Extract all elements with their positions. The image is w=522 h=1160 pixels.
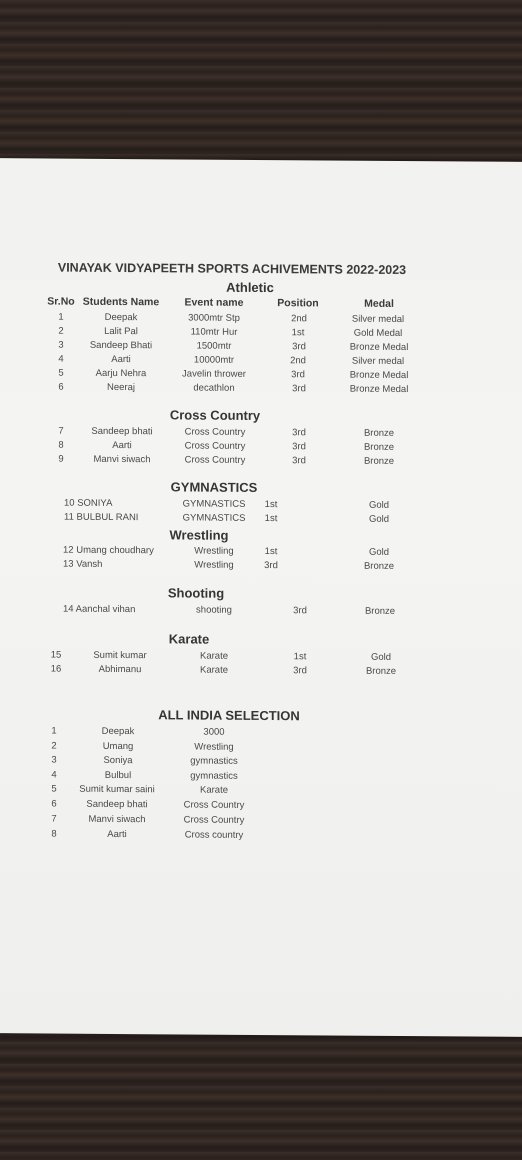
document-title: VINAYAK VIDYAPEETH SPORTS ACHIVEMENTS 2022-2023 [57, 260, 407, 278]
cell-event: Wrestling [194, 741, 234, 753]
cell-sr: 2 [58, 325, 64, 337]
cell-medal: Bronze [363, 560, 395, 572]
cell-event: Karate [200, 650, 228, 662]
cell-medal: Gold Medal [353, 327, 403, 339]
cell-name: Neeraj [107, 381, 135, 394]
cell-sr: 9 [58, 453, 64, 465]
cell-medal: Bronze [365, 665, 397, 677]
cell-event: Cross Country [184, 440, 246, 452]
cell-name: Sumit kumar saini [79, 783, 155, 796]
cell-event: Cross Country [184, 426, 246, 438]
cell-position: 1st [264, 499, 278, 511]
cell-name: Sandeep bhati [86, 798, 148, 811]
cell-medal: Silver medal [351, 313, 405, 325]
cell-medal: Gold [368, 513, 390, 525]
column-header-student-name: Students Name [82, 295, 160, 309]
cell-sr: 7 [51, 813, 57, 825]
cell-event: Cross country [184, 829, 244, 841]
cell-name: Aarti [107, 828, 127, 841]
cell-name: Aarti [112, 439, 132, 452]
cell-sr: 15 [50, 649, 62, 661]
cell-position: 3rd [292, 441, 306, 453]
cell-sr: 5 [51, 783, 57, 795]
cell-sr-name: 11 BULBUL RANI [64, 511, 139, 524]
cell-sr: 1 [51, 725, 57, 737]
cell-sr-name: 12 Umang choudhary [63, 544, 154, 557]
cell-event: 110mtr Hur [190, 326, 238, 338]
cell-name: Soniya [103, 754, 133, 767]
cell-event: decathlon [193, 382, 235, 394]
section-heading-athletic: Athletic [226, 279, 274, 296]
cell-sr: 16 [50, 663, 62, 675]
cell-event: 1500mtr [196, 340, 232, 352]
cell-sr: 4 [51, 769, 57, 781]
cell-position: 3rd [264, 560, 278, 572]
cell-position: 3rd [292, 341, 306, 353]
cell-event: shooting [196, 604, 232, 616]
cell-sr: 6 [51, 798, 57, 810]
cell-medal: Gold [368, 546, 390, 558]
cell-medal: Bronze [363, 441, 395, 453]
cell-event: Cross Country [183, 799, 245, 811]
section-heading-all-india-selection: ALL INDIA SELECTION [158, 707, 300, 724]
document-page [0, 158, 522, 1037]
cell-position: 2nd [291, 313, 307, 325]
cell-event: 3000 [203, 726, 225, 738]
cell-sr-name: 10 SONIYA [64, 497, 113, 509]
cell-position: 1st [264, 513, 278, 525]
cell-position: 2nd [290, 355, 306, 367]
cell-name: Lalit Pal [104, 325, 138, 338]
cell-position: 1st [264, 546, 278, 558]
cell-position: 3rd [292, 427, 306, 439]
cell-sr: 4 [58, 353, 64, 365]
cell-event: Cross Country [184, 454, 246, 466]
cell-sr-name: 13 Vansh [63, 558, 103, 570]
cell-name: Manvi siwach [88, 813, 146, 826]
cell-event: Wrestling [194, 545, 234, 557]
cell-sr: 5 [58, 367, 64, 379]
section-heading-wrestling: Wrestling [169, 527, 229, 543]
table-surface-bottom [0, 1020, 522, 1160]
cell-name: Abhimanu [98, 663, 142, 676]
cell-medal: Bronze Medal [349, 383, 409, 396]
cell-event: GYMNASTICS [182, 512, 246, 524]
cell-sr: 8 [58, 439, 64, 451]
cell-event: GYMNASTICS [182, 498, 246, 510]
table-surface-top [0, 0, 522, 175]
cell-event: gymnastics [190, 770, 238, 782]
cell-name: Sumit kumar [93, 649, 147, 662]
cell-name: Umang [102, 740, 134, 753]
cell-position: 1st [291, 327, 305, 339]
cell-name: Sandeep Bhati [89, 339, 153, 352]
section-heading-karate: Karate [168, 631, 210, 647]
cell-event: gymnastics [190, 755, 238, 767]
cell-position: 1st [293, 651, 307, 663]
cell-name: Deepak [104, 311, 138, 324]
cell-medal: Silver medal [351, 355, 405, 367]
cell-event: Cross Country [183, 814, 245, 826]
section-heading-gymnastics: GYMNASTICS [170, 479, 258, 495]
cell-sr: 1 [58, 311, 64, 323]
cell-name: Deepak [101, 725, 135, 738]
cell-sr: 2 [51, 740, 57, 752]
cell-name: Sandeep bhati [91, 425, 153, 438]
cell-event: Wrestling [194, 559, 234, 571]
column-header-medal: Medal [364, 297, 394, 310]
column-header-position: Position [277, 297, 319, 310]
cell-event: Karate [200, 664, 228, 676]
cell-medal: Bronze [363, 427, 395, 439]
cell-medal: Bronze Medal [349, 369, 409, 382]
cell-sr: 3 [51, 754, 57, 766]
cell-name: Manvi siwach [93, 453, 151, 466]
cell-name: Bulbul [104, 769, 132, 782]
cell-medal: Gold [370, 651, 392, 663]
column-header-srno: Sr.No [47, 295, 75, 308]
cell-name: Aarju Nehra [95, 367, 147, 380]
cell-event: Karate [200, 784, 228, 796]
cell-position: 3rd [292, 383, 306, 395]
cell-medal: Bronze [364, 605, 396, 617]
cell-name: Aarti [111, 353, 131, 366]
cell-position: 3rd [293, 605, 307, 617]
cell-sr: 8 [51, 828, 57, 840]
cell-position: 3rd [292, 455, 306, 467]
column-header-event-name: Event name [184, 296, 244, 309]
cell-position: 3rd [291, 369, 305, 381]
cell-sr: 7 [58, 425, 64, 437]
cell-event: Javelin thrower [182, 368, 246, 380]
cell-medal: Bronze Medal [349, 341, 409, 354]
cell-sr: 3 [58, 339, 64, 351]
cell-event: 3000mtr Stp [188, 312, 240, 324]
cell-position: 3rd [293, 665, 307, 677]
cell-medal: Bronze [363, 455, 395, 467]
cell-medal: Gold [368, 499, 390, 511]
section-heading-cross-country: Cross Country [169, 407, 261, 423]
cell-event: 10000mtr [193, 354, 235, 366]
cell-sr-name: 14 Aanchal vihan [63, 603, 136, 616]
cell-sr: 6 [58, 381, 64, 393]
section-heading-shooting: Shooting [167, 585, 225, 601]
